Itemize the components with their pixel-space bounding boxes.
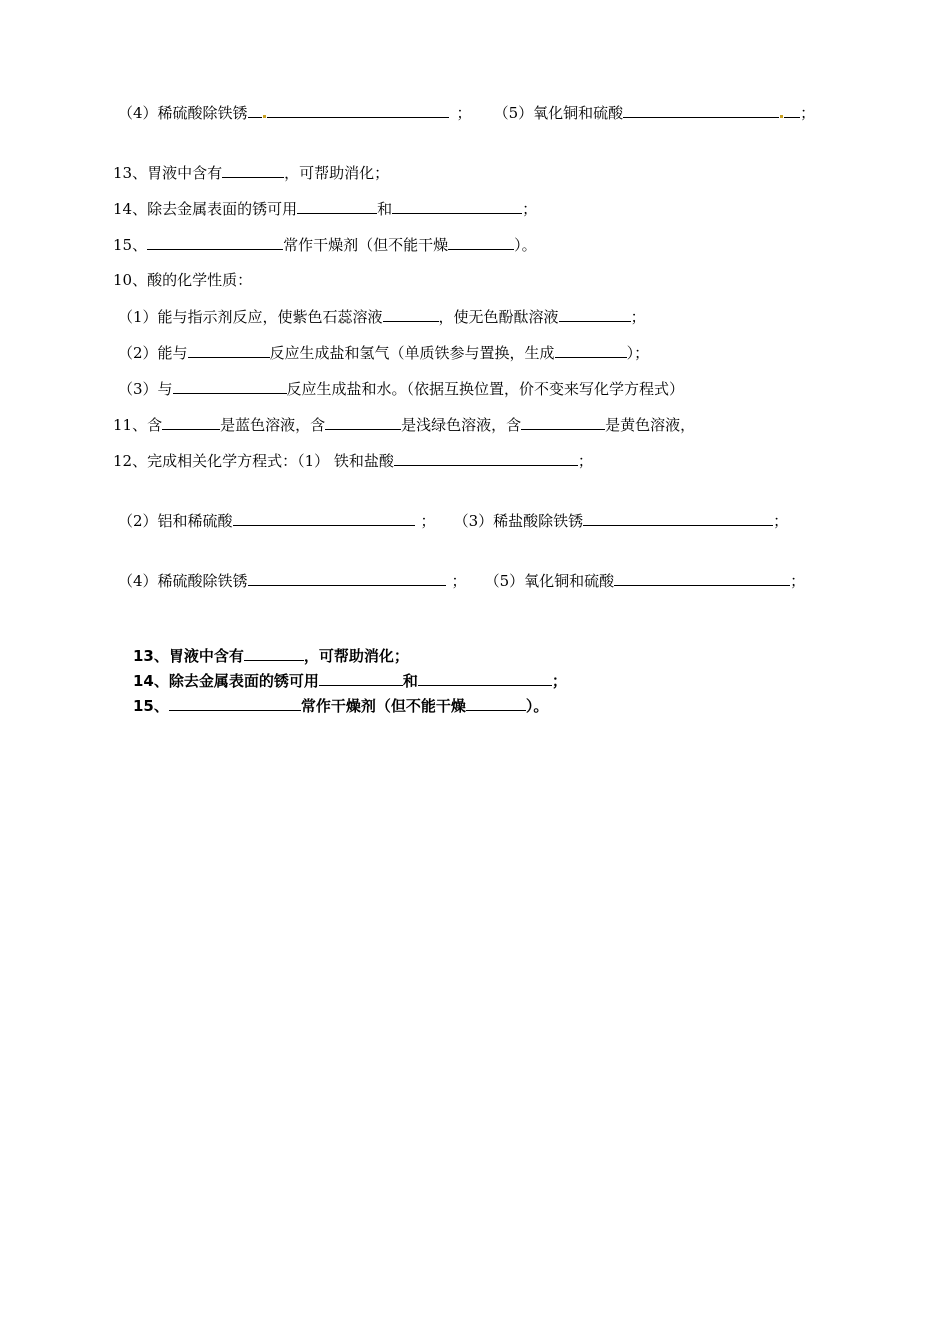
blank[interactable]	[188, 342, 270, 358]
q14-end: ；	[522, 200, 538, 218]
blank[interactable]	[466, 695, 526, 711]
blank[interactable]	[583, 510, 773, 526]
q10-1-end: ；	[630, 308, 646, 326]
q12-5-text: （5）氧化铜和硫酸	[484, 572, 615, 590]
q14-text: 14、除去金属表面的锈可用	[113, 200, 298, 218]
bold-q13	[133, 645, 409, 665]
q12-4-text: （4）稀硫酸除铁锈	[118, 572, 248, 590]
q12-text: 12、完成相关化学方程式：（1） 铁和盐酸	[113, 452, 394, 470]
q13-text-end: ，可帮助消化；	[284, 164, 390, 182]
blank[interactable]	[169, 695, 301, 711]
bold-q13-end: ，可帮助消化；	[303, 647, 409, 665]
bold-q14-and: 和	[402, 672, 418, 690]
separator: ；	[456, 104, 472, 122]
q10-2-end: ）；	[626, 344, 650, 362]
mark-dot	[263, 115, 266, 118]
blank[interactable]	[448, 234, 514, 250]
q11-text: 11、含	[113, 416, 163, 434]
q10-1-mid: ，使无色酚酞溶液	[438, 308, 559, 326]
bold-q14-end: ；	[551, 672, 567, 690]
top-line-4-5	[118, 102, 815, 122]
mark-dot	[780, 115, 783, 118]
q10-2-text: （2）能与	[118, 344, 188, 362]
q4-label: （4）稀硫酸除铁锈	[118, 104, 248, 122]
blank[interactable]	[248, 570, 446, 586]
q10-text: 10、酸的化学性质：	[113, 271, 253, 289]
blank[interactable]	[297, 198, 377, 214]
q15-text: 常作干燥剂（但不能干燥	[283, 236, 449, 254]
blank[interactable]	[555, 342, 627, 358]
blank[interactable]	[418, 670, 552, 686]
blank[interactable]	[319, 670, 403, 686]
q12-2-3	[118, 510, 788, 530]
q11	[113, 414, 695, 434]
blank[interactable]	[784, 102, 800, 118]
blank[interactable]	[383, 306, 439, 322]
blank[interactable]	[623, 102, 779, 118]
blank[interactable]	[162, 414, 220, 430]
q10-3-mid: 反应生成盐和水。（依据互换位置，价不变来写化学方程式）	[286, 380, 685, 398]
q12-end: ；	[577, 452, 593, 470]
q12-3-end: ；	[773, 512, 789, 530]
separator: ；	[420, 512, 436, 530]
separator: ；	[451, 572, 467, 590]
q12	[113, 450, 593, 470]
q11-text-b: 是蓝色溶液，含	[220, 416, 326, 434]
q14-and: 和	[377, 200, 393, 218]
blank[interactable]	[222, 162, 284, 178]
q10-1	[118, 306, 646, 326]
q13-text: 13、胃液中含有	[113, 164, 223, 182]
bold-q15-text: 常作干燥剂（但不能干燥	[300, 697, 466, 715]
blank[interactable]	[233, 510, 415, 526]
top-q14	[113, 198, 537, 218]
q10-2-mid: 反应生成盐和氢气（单质铁参与置换，生成	[269, 344, 555, 362]
bold-q14	[133, 670, 567, 690]
q12-5-end: ；	[790, 572, 806, 590]
line-end: ；	[800, 104, 816, 122]
blank[interactable]	[614, 570, 790, 586]
blank[interactable]	[521, 414, 605, 430]
blank[interactable]	[559, 306, 631, 322]
q12-2-text: （2）铝和稀硫酸	[118, 512, 233, 530]
blank[interactable]	[147, 234, 283, 250]
blank[interactable]	[244, 645, 304, 661]
q10-1-text: （1）能与指示剂反应，使紫色石蕊溶液	[118, 308, 383, 326]
q15-end: ）。	[514, 236, 537, 254]
q15-num: 15、	[113, 236, 148, 254]
q10-2	[118, 342, 649, 362]
bold-q13-text: 13、胃液中含有	[133, 647, 244, 665]
blank[interactable]	[394, 450, 578, 466]
q12-3-text: （3）稀盐酸除铁锈	[453, 512, 584, 530]
q11-text-c: 是浅绿色溶液，含	[401, 416, 522, 434]
blank[interactable]	[392, 198, 522, 214]
q10-3	[118, 378, 684, 398]
bold-q15	[133, 695, 548, 715]
top-q15	[113, 234, 537, 254]
bold-q14-text: 14、除去金属表面的锈可用	[133, 672, 319, 690]
q12-4-5	[118, 570, 805, 590]
q10-3-text: （3）与	[118, 380, 173, 398]
blank[interactable]	[267, 102, 449, 118]
bold-q15-end: ）。	[525, 697, 549, 715]
blank[interactable]	[248, 102, 262, 118]
q5-label: （5）氧化铜和硫酸	[493, 104, 624, 122]
q11-text-d: 是黄色溶液，	[605, 416, 696, 434]
q10-heading	[113, 270, 252, 290]
top-q13	[113, 162, 389, 182]
bold-q15-num: 15、	[133, 697, 169, 715]
blank[interactable]	[173, 378, 287, 394]
blank[interactable]	[325, 414, 401, 430]
